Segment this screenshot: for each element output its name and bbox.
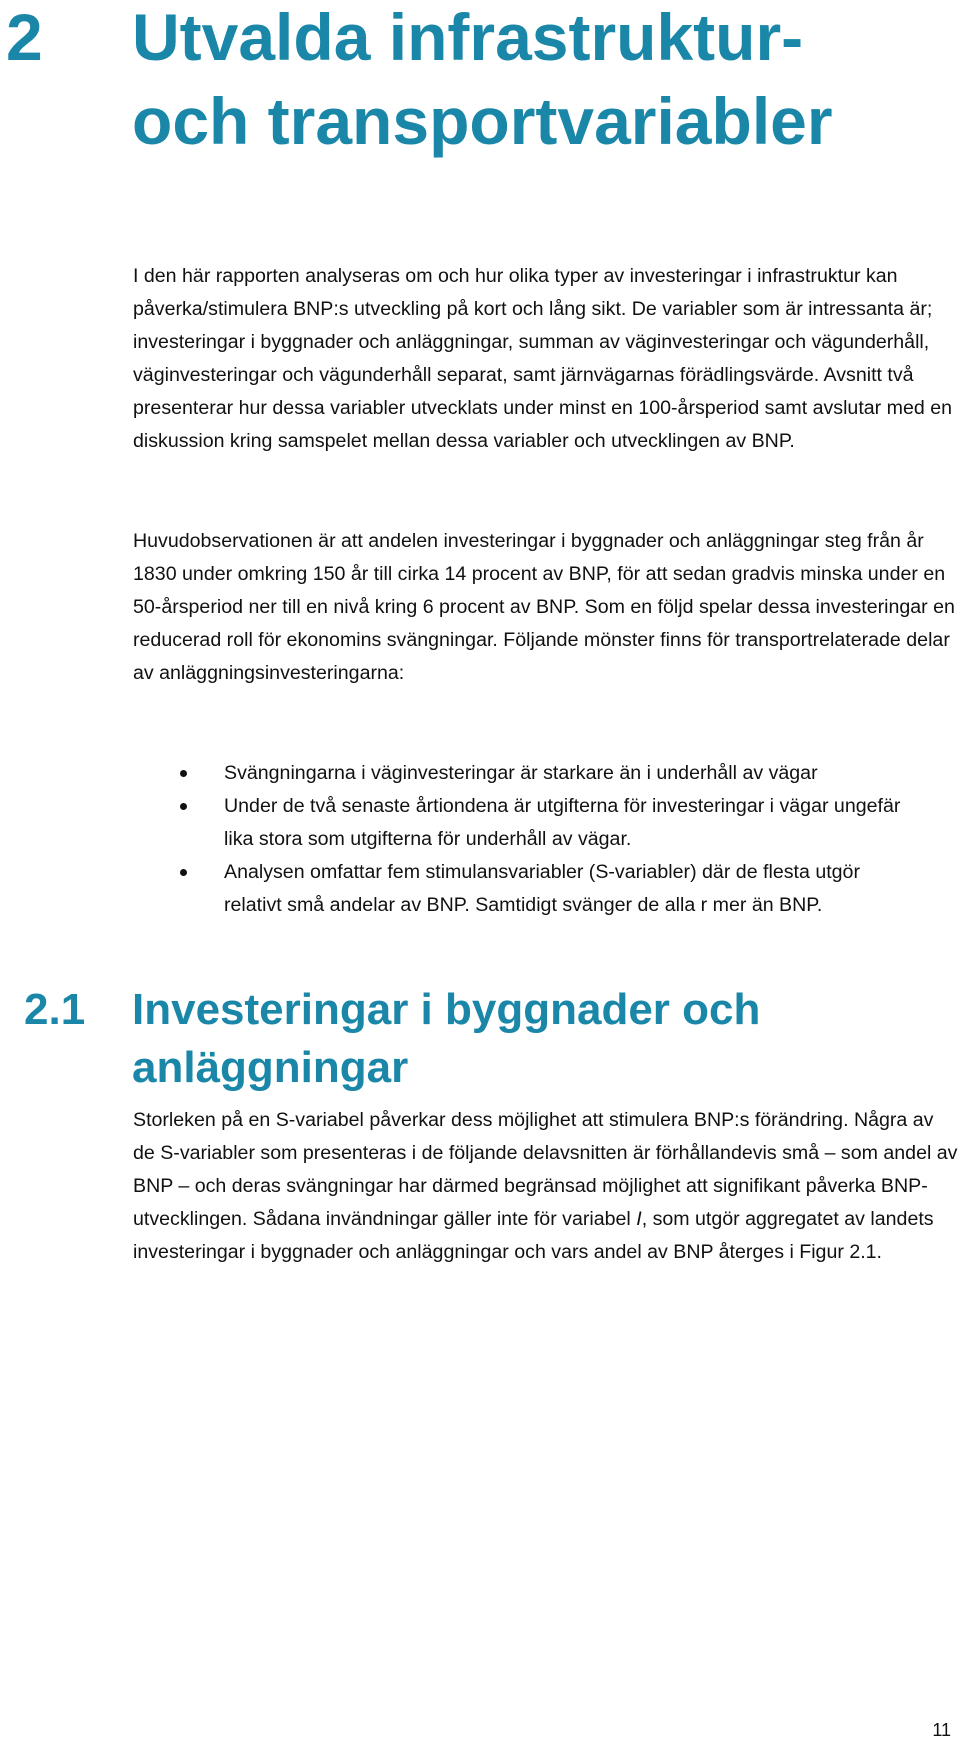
list-item — [133, 757, 923, 790]
section-title: Investeringar i byggnader och anläggningar — [132, 985, 761, 1092]
bullet-text: Under de två senaste årtiondena är utgifterna för investeringar i vägar ungefär lika stora som utgifterna för underhåll av vägar. — [224, 795, 901, 850]
chapter-number: 2 — [6, 0, 43, 74]
bullet-list — [133, 757, 923, 922]
bullet-text: Svängningarna i väginvesteringar är starkare än i underhåll av vägar — [224, 762, 818, 784]
section-paragraph-part-2: , som utgör aggregatet av landets investeringar i byggnader och anläggningar och vars andel av BNP återges i Figur 2.1. — [133, 1208, 934, 1263]
page-number: 11 — [932, 1720, 951, 1740]
section-paragraph-variable: I — [636, 1208, 642, 1230]
bullet-icon — [180, 869, 187, 876]
bullet-icon — [180, 770, 187, 777]
section-paragraph-part-1: Storleken på en S-variabel påverkar dess möjlighet att stimulera BNP:s förändring. Några av de S-variabler som presenteras i de följande delavsnitten är förhållandevis små – som andel av BNP – och deras svängningar har därmed begränsad möjlighet att signifikant påverka BNP-utvecklingen. Sådana invändningar gäller inte för variabel — [133, 1109, 958, 1230]
intro-paragraph-1: I den här rapporten analyseras om och hur olika typer av investeringar i infrastruktur kan påverka/stimulera BNP:s utveckling på kort och lång sikt. De variabler som är intressanta är; investeringar i byggnader och anläggningar, summan av väginvesteringar och vägunderhåll, väginvesteringar och vägunderhåll separat, samt järnvägarnas förädlingsvärde. Avsnitt två presenterar hur dessa variabler utvecklats under minst en 100-årsperiod samt avslutar med en diskussion kring samspelet mellan dessa variabler och utvecklingen av BNP. — [133, 265, 952, 452]
bullet-icon — [180, 803, 187, 810]
intro-paragraph-2: Huvudobservationen är att andelen investeringar i byggnader och anläggningar steg från år 1830 under omkring 150 år till cirka 14 procent av BNP, för att sedan gradvis minska under en 50-årsperiod ner till en nivå kring 6 procent av BNP. Som en följd spelar dessa investeringar en reducerad roll för ekonomins svängningar. Följande mönster finns för transportrelaterade delar av anläggningsinvesteringarna: — [133, 530, 955, 684]
section-number: 2.1 — [24, 985, 86, 1034]
bullet-text: Analysen omfattar fem stimulansvariabler (S-variabler) där de flesta utgör relativt små andelar av BNP. Samtidigt svänger de alla r mer än BNP. — [224, 861, 860, 916]
list-item — [133, 790, 923, 856]
section-paragraph — [133, 1104, 960, 1269]
chapter-title: Utvalda infrastruktur- och transportvariabler — [132, 0, 833, 158]
list-item — [133, 856, 923, 922]
